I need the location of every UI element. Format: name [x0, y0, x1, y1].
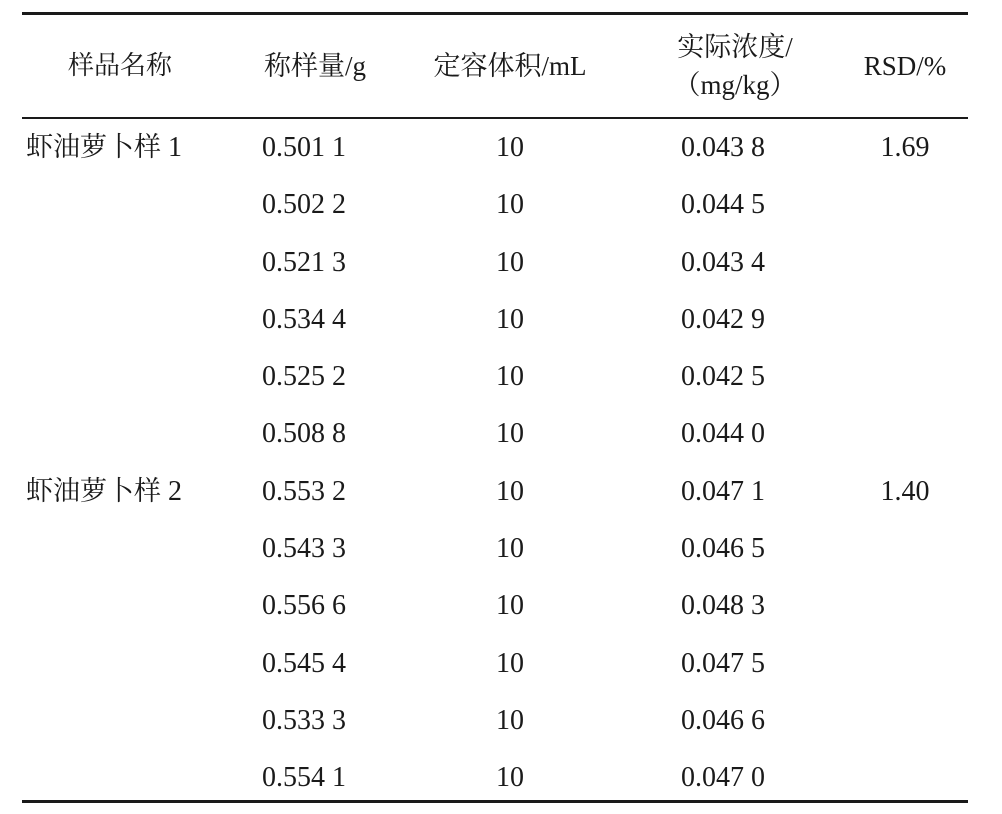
- table-row: [0, 520, 1002, 577]
- header-rsd: RSD/%: [863, 51, 947, 81]
- cell-weight: 0.556 6: [262, 590, 346, 622]
- cell-concentration: 0.046 5: [681, 533, 765, 565]
- cell-sample-name: [26, 348, 236, 405]
- cell-rsd: [845, 291, 965, 348]
- header-concentration-line1: 实际浓度/: [677, 32, 793, 62]
- table-row: [0, 463, 1002, 520]
- cell-sample-name: [26, 749, 236, 806]
- header-concentration-line2: （mg/kg）: [673, 70, 797, 100]
- cell-sample-name: [26, 291, 236, 348]
- cell-rsd: 1.40: [880, 475, 930, 507]
- cell-sample-name: [26, 520, 236, 577]
- table-row: [0, 176, 1002, 233]
- cell-volume: 10: [496, 475, 524, 507]
- cell-volume: 10: [496, 303, 524, 335]
- cell-weight: 0.534 4: [262, 303, 346, 335]
- cell-rsd: [845, 749, 965, 806]
- cell-weight: 0.533 3: [262, 704, 346, 736]
- cell-weight: 0.525 2: [262, 361, 346, 393]
- table-row: [0, 577, 1002, 634]
- cell-weight: 0.543 3: [262, 533, 346, 565]
- cell-rsd: [845, 692, 965, 749]
- cell-sample-name: [26, 577, 236, 634]
- header-sample-name: 样品名称: [67, 51, 172, 81]
- table-row: [0, 405, 1002, 462]
- cell-sample-name: 虾油萝卜样 1: [26, 132, 182, 163]
- cell-weight: 0.545 4: [262, 647, 346, 679]
- table-row: [0, 119, 1002, 176]
- header-concentration: [640, 15, 830, 117]
- cell-volume: 10: [496, 246, 524, 278]
- table-bottom-rule: [22, 800, 968, 803]
- cell-rsd: [845, 577, 965, 634]
- cell-sample-name: [26, 234, 236, 291]
- table-row: [0, 348, 1002, 405]
- table-header: [0, 15, 1002, 117]
- header-weight: 称样量/g: [263, 51, 366, 81]
- table-row: [0, 692, 1002, 749]
- cell-concentration: 0.042 9: [681, 303, 765, 335]
- cell-volume: 10: [496, 361, 524, 393]
- table-row: [0, 749, 1002, 806]
- cell-sample-name: [26, 635, 236, 692]
- cell-volume: 10: [496, 647, 524, 679]
- table-body: [0, 119, 1002, 807]
- cell-concentration: 0.044 5: [681, 189, 765, 221]
- cell-concentration: 0.043 8: [681, 132, 765, 163]
- cell-volume: 10: [496, 704, 524, 736]
- cell-concentration: 0.047 5: [681, 647, 765, 679]
- cell-weight: 0.554 1: [262, 762, 346, 794]
- cell-concentration: 0.047 1: [681, 475, 765, 507]
- cell-rsd: [845, 348, 965, 405]
- table-row: [0, 234, 1002, 291]
- cell-volume: 10: [496, 132, 524, 163]
- cell-volume: 10: [496, 590, 524, 622]
- cell-sample-name: 虾油萝卜样 2: [26, 475, 182, 507]
- cell-rsd: 1.69: [880, 132, 930, 163]
- table-row: [0, 291, 1002, 348]
- cell-concentration: 0.046 6: [681, 704, 765, 736]
- cell-rsd: [845, 635, 965, 692]
- cell-sample-name: [26, 176, 236, 233]
- cell-weight: 0.553 2: [262, 475, 346, 507]
- cell-volume: 10: [496, 533, 524, 565]
- cell-volume: 10: [496, 762, 524, 794]
- cell-weight: 0.508 8: [262, 418, 346, 450]
- cell-concentration: 0.042 5: [681, 361, 765, 393]
- cell-volume: 10: [496, 418, 524, 450]
- cell-sample-name: [26, 405, 236, 462]
- cell-concentration: 0.044 0: [681, 418, 765, 450]
- cell-volume: 10: [496, 189, 524, 221]
- cell-weight: 0.502 2: [262, 189, 346, 221]
- cell-rsd: [845, 405, 965, 462]
- cell-rsd: [845, 176, 965, 233]
- cell-weight: 0.501 1: [262, 132, 346, 163]
- cell-sample-name: [26, 692, 236, 749]
- table-row: [0, 635, 1002, 692]
- cell-weight: 0.521 3: [262, 246, 346, 278]
- cell-concentration: 0.048 3: [681, 590, 765, 622]
- cell-concentration: 0.047 0: [681, 762, 765, 794]
- cell-concentration: 0.043 4: [681, 246, 765, 278]
- cell-rsd: [845, 520, 965, 577]
- cell-rsd: [845, 234, 965, 291]
- header-volume: 定容体积/mL: [433, 51, 587, 81]
